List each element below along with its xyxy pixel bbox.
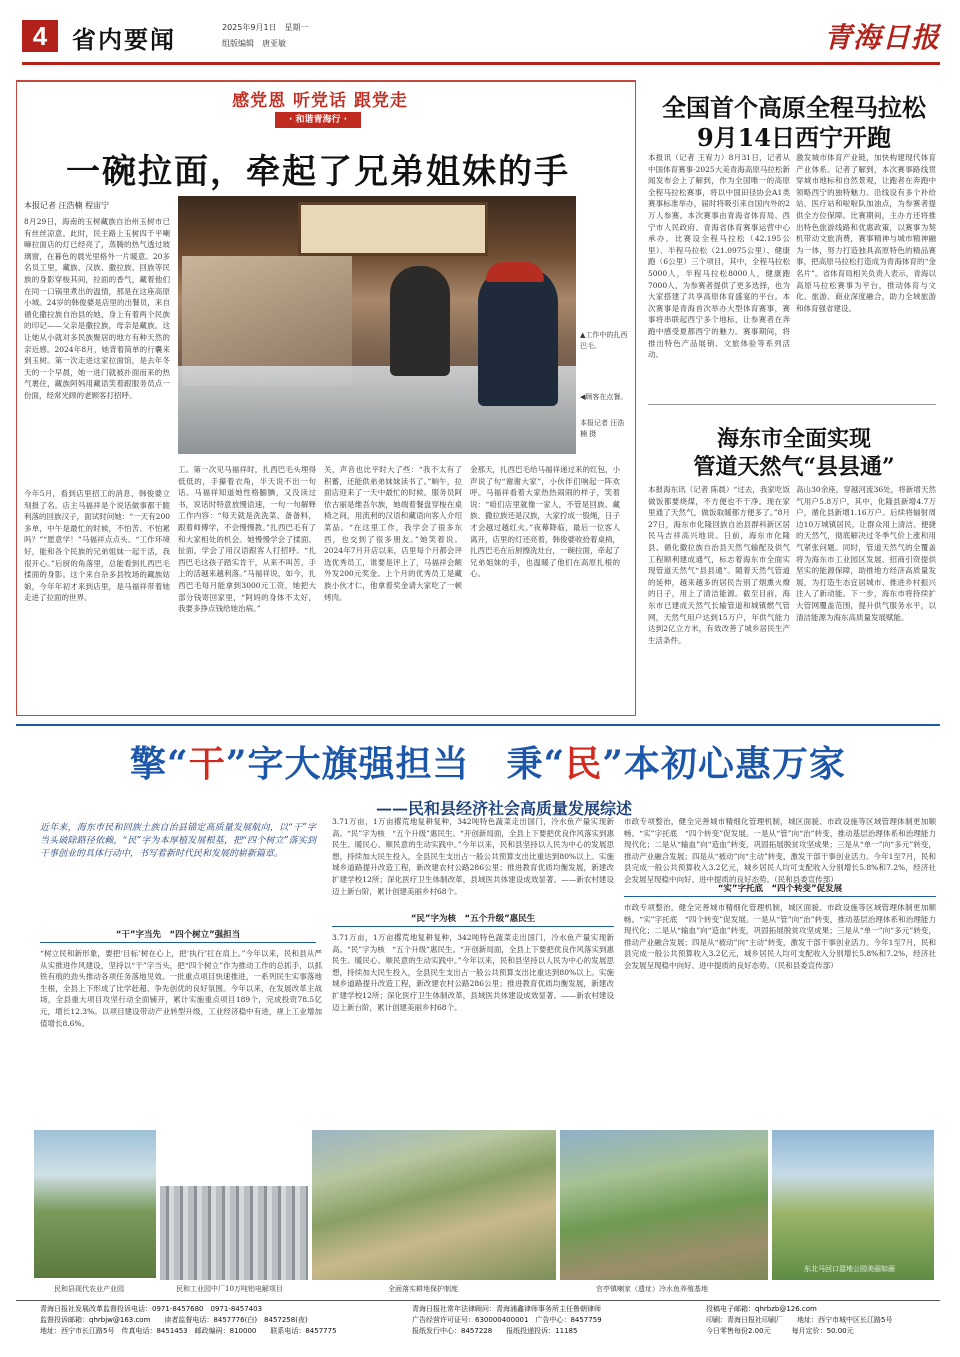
caption-wetland: 东北马回口湿地公园美丽如画	[804, 1265, 895, 1273]
worker-figure	[390, 266, 450, 376]
caption-greenhouse: 民和县现代农业产业园	[54, 1285, 124, 1293]
section-title: 省内要闻	[72, 26, 176, 54]
haidong-column-2: 高山30余座，穿越河流36处，将新增天然气用户5.8万户，其中，化隆县新增4.7万户，循化县新增1.16万户。后续将辐射周边10万城镇居民，让群众用上清洁、便捷的天然气，彻底解决过冬季气价上涨和用气紧张问题。同时，管道天然气的全覆盖将为海东市工业园区发展、招商引资提供坚实的能源保障，助推地方经济高质量发展，为打造生态宜居城市、推进乡村振兴注入了新动能。下一步，海东市将持续扩大管网覆盖范围，提升供气服务水平，以清洁能源为海东高质量发展赋能。	[796, 485, 936, 622]
restaurant-photo	[178, 196, 576, 454]
headline-highlight-1: 干	[188, 743, 226, 785]
haidong-title-line2: 管道天然气“县县通”	[693, 454, 895, 480]
footer-complaint-phone: 青海日报社发展改革监督投诉电话：0971-8457680 0971-8457403	[40, 1305, 263, 1313]
slogan-banner	[160, 86, 480, 111]
page-number: 4	[22, 20, 58, 52]
customer-cap	[486, 262, 544, 282]
footer-address: 地址：西宁市长江路5号 传真电话：8451453 邮政编码：810000 联系电话：8457775	[40, 1327, 337, 1335]
date-text: 2025年9月1日	[222, 23, 277, 32]
footer-complaint-mail: 监督投诉邮箱：qhrbjw@163.com 读者监督电话：8457776(白) 8457258(夜)	[40, 1316, 308, 1324]
byline: 本报记者 汪浩楠 程宙宁	[24, 201, 110, 210]
newspaper-logo: 青海日报	[823, 21, 940, 54]
footer	[40, 1304, 936, 1344]
headline-part-1: 擎“	[130, 743, 189, 785]
marathon-column-2: 激发城市体育产业链，加快构建现代体育产业体系。记者了解到，本次赛事路线贯穿城市地标和自然景观，让跑者在奔跑中领略西宁的独特魅力。沿线设有多个补给站、医疗站和啦啦队加油点，为参赛者提供全方位保障。比赛期间，主办方还将推出特色旅游线路和优惠政策，以赛事为契机带动文旅消费，赛事精神与城市精神融为一体，努力打造独具高原特色的精品赛事，把高原马拉松打造成为青海体育的“金名片”。省体育局相关负责人表示，青海以高原马拉松赛事为平台，推动体育与文化、旅游、商业深度融合，助力全域旅游和体育强省建设。	[796, 153, 936, 313]
headline-highlight-2: 民	[565, 743, 603, 785]
photo-caption-2: ◀顾客在点餐。	[580, 393, 628, 401]
story-column-4: 金那天，扎西巴毛给马福祥递过来的红包，小声说了句“谢谢大家”，小伙伴们响起一阵欢呼。马福祥看着大家热热闹闹的样子，笑着说：“咱们店里就像一家人，不管是回族、藏族、撒拉族还是汉族，大家拧成一股绳，日子才会越过越红火。”夜幕降临，最后一位客人离开，店里的灯还亮着，韩俊婆收拾着桌椅，扎西巴毛在后厨擦洗灶台，一碗拉面，牵起了兄弟姐妹的手，也温暖了他们在高原扎根的心。	[470, 465, 620, 579]
masthead-rule	[22, 62, 940, 65]
caption-aerial: 全面落实耕地保护制度	[388, 1285, 458, 1293]
feature-subhead: ——民和县经济社会高质量发展综述	[376, 799, 633, 818]
editor-line: 组版编辑 唐亚敏	[222, 39, 286, 48]
right-divider	[648, 404, 936, 405]
story-column-3: 关，声音也比平时大了些：“我不太有了积蓄，还能供弟弟妹妹读书了。”晌午，拉面店迎来了一天中最忙的时候。服务员阿依古丽是维吾尔族，她端着餐盘穿梭在桌椅之间，用流利的汉语和藏语向客人介绍菜品。“在这里工作，我学会了很多东西，也交到了很多朋友。”她笑着说。2024年7月开店以来，店里每个月都会评选优秀员工，谁要是评上了，马福祥会额外发200元奖金。上个月的优秀员工是藏族小伙才仁，他拿着奖金请大家吃了一顿烤肉。	[324, 465, 462, 602]
headline-part-3: ”本初心惠万家	[602, 743, 846, 785]
caption-aluminum: 民和工业园中厂10万吨铝电解项目	[176, 1285, 283, 1293]
footer-distribution: 报纸发行中心：8457228 报纸投递投诉：11185	[412, 1327, 578, 1335]
photo-credit: 本报记者 汪浩楠 摄	[580, 419, 625, 438]
footer-email: 投稿电子邮箱：qhrbzb@126.com	[706, 1305, 817, 1313]
feature-lead	[40, 822, 316, 922]
column-tag: · 和谐青海行 ·	[275, 112, 361, 128]
story-column-1: 8月29日，海南的玉树藏族自治州玉树市已有丝丝凉意。此时，民主路上玉树四千平喇嘛拉面店的灯已经亮了，蒸腾的热气透过玻璃窗，在暮色的晨光里格外一片暖意。20多名员工里，藏族、汉族、撒拉族、回族等民族的身影穿梭其间，拉面的香气，藏着他们在同一口锅里煮出的温情，那是在这座高原小城。24岁的韩俊婆是店里的出餐员，来自循化撒拉族自治县的她，身上有着两个民族的印记——父亲是撒拉族，母亲是藏族。这让她从小就对多民族聚居的地方有种天然的亲近感。2024年8月，她背着简单的行囊来到玉树。第一次走进这家拉面馆，是去年冬天的一个早晨，她一进门就被扑面而来的热气裹住，藏族阿妈用藏语笑着跟服务员点一份面，经常光顾的老顾客打招呼。	[24, 217, 170, 400]
slogan-text: 感党恩 听党话 跟党走	[232, 91, 408, 111]
haidong-title-line1: 海东市全面实现	[716, 426, 871, 452]
story-column-2: 工。第一次见马福祥时，扎西巴毛头埋得低低的，手攥着衣角，半天说不出一句话。马福祥知道她性格腼腆，又没读过书，说话时特意放慢语速，一句一句解释工作内容：“每天就是洗洗菜、备备料，跟着师傅学，不会慢慢教。”扎西巴毛有了和大家相处的机会。她慢慢学会了揉面、扯面，学会了用汉语跟客人打招呼。“扎西巴毛这孩子踏实肯干，从来不叫苦，手上的活越来越利落。”马福祥说，如今，扎西巴毛每月能拿到3000元工资，她把大部分钱寄回家里，“阿妈的身体不太好，我要多挣点钱给她治病。”	[178, 465, 316, 614]
footer-price: 今日零售每份2.00元 每月定价：50.00元	[706, 1327, 854, 1335]
feature-column-2a: 3.71万亩，1万亩撂荒地复耕复种，342吨特色蔬菜走出国门，冷水鱼产量实现新高。“民”字为核 “五个升级”惠民生。“开创新局面，全县上下要把优良作风落实到惠民生、暖民心、顺民意的生动实践中。”今年以来，民和县坚持以人民为中心的发展思想，持续加大民生投入，全县民生支出占一般公共预算支出比重达到80%以上。实施城乡道路提升改造工程，新改建农村公路286公里；推进教育优质均衡发展，新建改扩建学校12所；深化医疗卫生体制改革，县域医共体建设成效显著。——新农村建设迈上新台阶，累计创建美丽乡村68个。	[332, 817, 614, 896]
masthead	[22, 14, 940, 60]
marathon-column-1: 本报讯（记者 王宥力）8月31日，记者从中国体育赛事·2025大美青海高原马拉松新闻发布会上了解到，作为全国唯一的高原全程马拉松赛事，将以中国田径协会A1类赛事标准举办，届时将吸引来自国内外的2万人参赛。本次赛事由青海省体育局、西宁市人民政府、青海省体育赛事运营中心承办。比赛设全程马拉松（42.195公里）、半程马拉松（21.0975公里）、健康跑（6公里）三个项目，其中，全程马拉松5000人，半程马拉松8000人，健康跑7000人，为参赛者提供了更多选择，也为大家搭建了共享高原体育盛宴的平台。本次赛事是青海首次举办大型体育赛事，赛事将串联起西宁多个地标，让参赛者在奔跑中感受夏都西宁的魅力。赛事期间，将推出特色产品展销、文旅体验等系列活动。	[648, 153, 790, 360]
feature-column-3b: 市政专项整治，健全完善城市精细化管理机制，城区面貌、市政设施等区域管理体制更加顺畅。“实”字托底 “四个转变”促发展。一是从“管”向“治”转变，推动基层治理体系和治理能力现代化；二是从“输血”向“造血”转变，巩固拓展脱贫攻坚成果；三是从“单一”向“多元”转变，推动产业融合发展；四是从“被动”向“主动”转变，激发干部干事创业活力。今年1至7月，民和县完成一般公共预算收入3.2亿元，城乡居民人均可支配收入分别增长5.8%和7.2%，经济社会发展呈现稳中向好、进中提质的良好态势。（民和县委宣传部）	[624, 903, 936, 970]
feature-column-1: “树立民和新形象，要把‘目标’树在心上，把‘执行’扛在肩上。”今年以来，民和县从严从实推进作风建设，坚持以“干”字当头，把“四个树立”作为推动工作的总抓手，以抓铁有痕的劲头推动各项任务落地见效。一批重点项目快速推进，一系列民生实事落地生根，全县上下形成了比学赶超、争先创优的良好氛围。今年以来，在发展改革主战场，全县重大项目攻坚行动全面铺开，累计实施重点项目189个，完成投资78.5亿元，增长12.3%。以项目建设带动产业转型升级，工业经济稳中有进，规上工业增加值增长8.6%。	[40, 949, 322, 1028]
feature-column-2b: 3.71万亩，1万亩撂荒地复耕复种，342吨特色蔬菜走出国门，冷水鱼产量实现新高。“民”字为核 “五个升级”惠民生。“开创新局面，全县上下要把优良作风落实到惠民生、暖民心、顺民意的生动实践中。”今年以来，民和县坚持以人民为中心的发展思想，持续加大民生投入，全县民生支出占一般公共预算支出比重达到80%以上。实施城乡道路提升改造工程，新改建农村公路286公里；推进教育优质均衡发展，新建改扩建学校12所；深化医疗卫生体制改革，县域医共体建设成效显著。——新农村建设迈上新台阶，累计创建美丽乡村68个。	[332, 933, 614, 1012]
customer-figure	[478, 266, 558, 406]
sub-rule-1	[40, 942, 316, 943]
sub-rule-3	[624, 896, 936, 897]
photo-aerial-village	[312, 1130, 556, 1280]
caption-fish-farm: 官亭镇喇家（遗址）冷水鱼养殖基地	[596, 1285, 708, 1293]
footer-legal: 青海日报社常年法律顾问：青海浦鑫律师事务所主任鲁朝律师	[412, 1305, 601, 1313]
photo-fish-farm	[560, 1130, 768, 1280]
weekday-text: 星期一	[284, 23, 309, 32]
photo-wetland	[772, 1130, 934, 1280]
sub-rule-2	[332, 926, 614, 927]
sub-heading-3: “实”字托底 “四个转变”促发展	[717, 884, 843, 894]
marathon-title-line1: 全国首个高原全程马拉松	[662, 93, 926, 122]
footer-printing: 印刷：青海日报社印刷厂 地址：西宁市城中区长江路5号	[706, 1316, 893, 1324]
story-column-1b: 今年5月，看到店里招工的消息，韩俊婆立刻报了名。店主马福祥是个说话做事都干脆利落的回族汉子，面试时问她：“一天有200多单，中午是最忙的时候，不怕苦、不怕累吗？”“愿意学！”马福祥点点头。“工作环境好，能和各个民族的兄弟姐妹一起干活，我很开心。”后厨的角落里，总能看到扎西巴毛揉面的身影。这个来自杂多县牧场的藏族姑娘，今年年初才来到店里，是马福祥带着她走进了拉面的世界。	[24, 489, 170, 603]
footer-rule	[16, 1300, 940, 1301]
headline-part-2: ”字大旗强担当 秉“	[225, 743, 566, 785]
menu-board	[298, 202, 488, 256]
feature-rule	[16, 724, 940, 726]
feature-column-3a: 市政专项整治，健全完善城市精细化管理机制，城区面貌、市政设施等区域管理体制更加顺畅。“实”字托底 “四个转变”促发展。一是从“管”向“治”转变，推动基层治理体系和治理能力现代化；二是从“输血”向“造血”转变，巩固拓展脱贫攻坚成果；三是从“单一”向“多元”转变，推动产业融合发展；四是从“被动”向“主动”转变，激发干部干事创业活力。今年1至7月，民和县完成一般公共预算收入3.2亿元，城乡居民人均可支配收入分别增长5.8%和7.2%，经济社会发展呈现稳中向好、进中提质的良好态势。（民和县委宣传部）	[624, 817, 936, 884]
haidong-column-1: 本报海东讯（记者 陈晨）“过去，我家吃饭做饭都要烧煤，不方便也不干净。现在家里通了天然气，做饭取暖都方便多了。”8月27日，海东市化隆回族自治县群科新区居民马吉祥高兴地说。日前，海东市化隆县、循化撒拉族自治县天然气输配及供气工程顺利建成通气，标志着海东市全面实现管道天然气“县县通”。随着天然气管道的延伸，越来越多的居民告别了烟熏火燎的日子，用上了清洁能源。截至目前，海东市已建成天然气长输管道和城镇燃气管网，天然气用户达到15万户，年供气能力达到2亿立方米，有效改善了城乡居民生产生活条件。	[648, 485, 790, 645]
issue-date	[222, 22, 309, 33]
footer-ad-license: 广告经营许可证号：630000400001 广告中心：8457759	[412, 1316, 602, 1324]
photo-greenhouse	[34, 1130, 156, 1278]
photo-aluminum	[160, 1186, 308, 1280]
sub-heading-1: “干”字当先 “四个树立”强担当	[115, 930, 241, 940]
marathon-title-line2: 9月14日西宁开跑	[696, 123, 892, 152]
feature-headline	[108, 736, 868, 787]
lead-text: 近年来，海东市民和回族土族自治县锚定高质量发展航向，以“干”字当头破除路径依赖，“民”字为本厚植发展根基，把“四个树立”落实到干事创业的具体行动中，书写着新时代民和发展的崭新篇章。	[40, 823, 316, 859]
sub-heading-2: “民”字为核 “五个升级”惠民生	[410, 914, 536, 924]
article-title: 一碗拉面，牵起了兄弟姐妹的手	[66, 152, 570, 192]
photo-caption-1: ▲工作中的扎西巴毛。	[580, 331, 628, 350]
